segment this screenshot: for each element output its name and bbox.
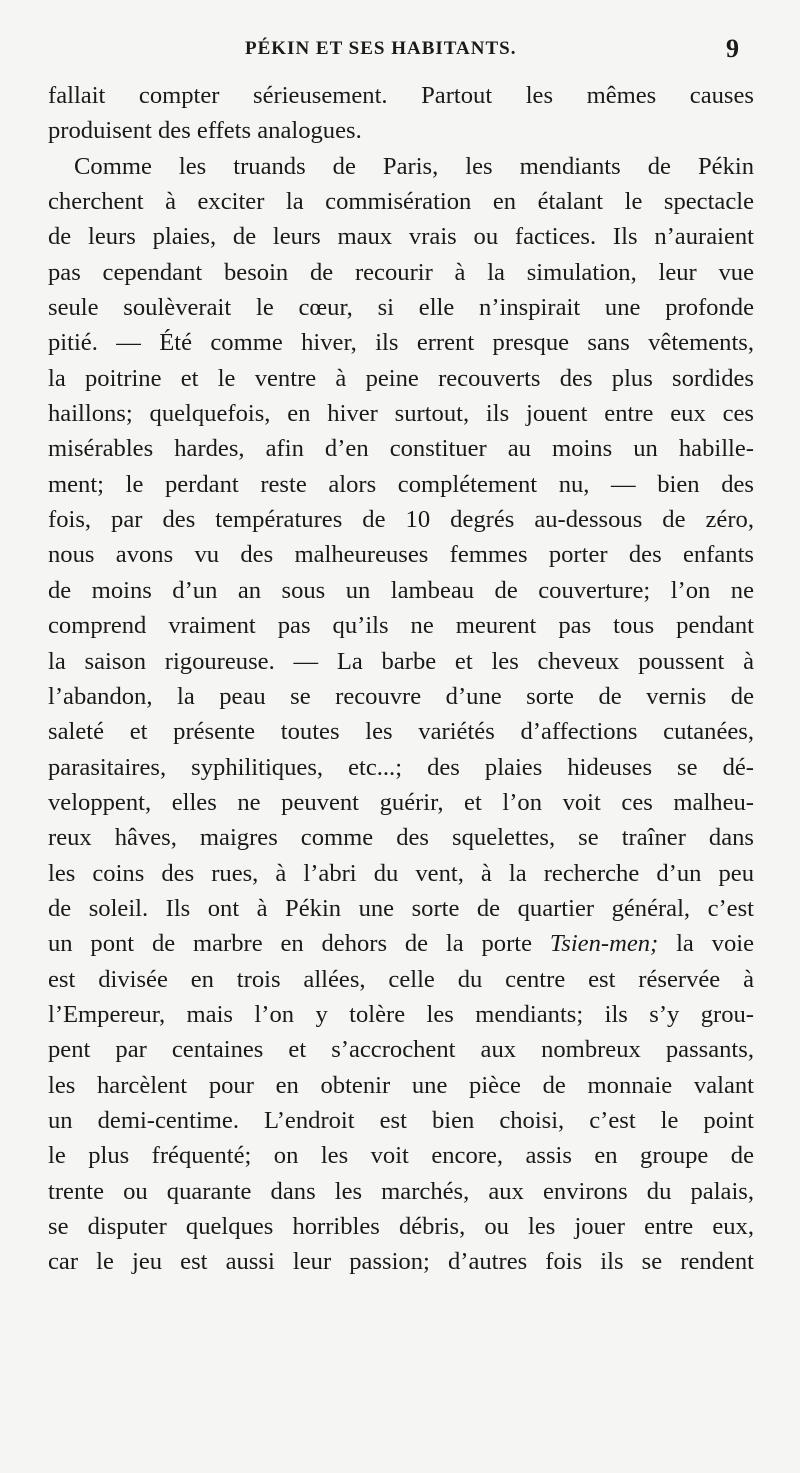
text-line: est divisée en trois allées, celle du centre est réservée à	[48, 965, 754, 993]
text-line	[48, 926, 754, 961]
text-line: nous avons vu des malheureuses femmes porter des enfants	[48, 541, 754, 569]
text-line: comprend vraiment pas qu’ils ne meurent pas tous pendant	[48, 612, 754, 640]
text-line: se disputer quelques horribles débris, ou les jouer entre eux,	[48, 1213, 754, 1240]
text-line: car le jeu est aussi leur passion; d’autres fois ils se rendent	[48, 1248, 754, 1276]
text-line: l’Empereur, mais l’on y tolère les mendiants; ils s’y grou-	[48, 1000, 754, 1028]
text-line: produisent des effets analogues.	[48, 117, 362, 145]
text-line: cherchent à exciter la commisération en étalant le spectacle	[48, 188, 754, 216]
text-line: haillons; quelquefois, en hiver surtout, ils jouent entre eux ces	[48, 400, 754, 428]
text-line: la saison rigoureuse. — La barbe et les cheveux poussent à	[48, 647, 754, 675]
italic-gate-name: Tsien-men;	[549, 930, 659, 958]
text-line: reux hâves, maigres comme des squelettes, se traîner dans	[48, 824, 754, 852]
text-segment: la voie	[676, 930, 754, 958]
body-text	[48, 78, 754, 1280]
text-line: saleté et présente toutes les variétés d’affections cutanées,	[48, 718, 754, 746]
text-line: l’abandon, la peau se recouvre d’une sorte de vernis de	[48, 682, 754, 710]
text-line: le plus fréquenté; on les voit encore, assis en groupe de	[48, 1142, 754, 1170]
text-line: les coins des rues, à l’abri du vent, à la recherche d’un peu	[48, 859, 754, 887]
text-line: les harcèlent pour en obtenir une pièce de monnaie valant	[48, 1071, 754, 1099]
text-line: ment; le perdant reste alors complétement nu, — bien des	[48, 470, 754, 498]
text-line: de leurs plaies, de leurs maux vrais ou factices. Ils n’auraient	[48, 223, 754, 251]
text-line: trente ou quarante dans les marchés, aux environs du palais,	[48, 1177, 754, 1205]
text-line: de soleil. Ils ont à Pékin une sorte de quartier général, c’est	[48, 894, 754, 922]
text-line: pas cependant besoin de recourir à la simulation, leur vue	[48, 258, 754, 286]
running-title: PÉKIN ET SES HABITANTS.	[245, 38, 517, 59]
text-line: pent par centaines et s’accrochent aux nombreux passants,	[48, 1036, 754, 1064]
text-line: seule soulèverait le cœur, si elle n’inspirait une profonde	[48, 294, 754, 322]
text-segment: un pont de marbre en dehors de la porte	[48, 930, 533, 958]
page-number: 9	[726, 34, 739, 63]
running-head	[0, 34, 800, 68]
text-line: de moins d’un an sous un lambeau de couverture; l’on ne	[48, 576, 754, 604]
text-line: pitié. — Été comme hiver, ils errent presque sans vêtements,	[48, 329, 754, 357]
text-line: fois, par des températures de 10 degrés au-dessous de zéro,	[48, 506, 754, 534]
text-line: parasitaires, syphilitiques, etc...; des plaies hideuses se dé-	[48, 753, 754, 781]
text-line: un demi-centime. L’endroit est bien choisi, c’est le point	[48, 1106, 754, 1134]
text-line: misérables hardes, afin d’en constituer au moins un habille-	[48, 435, 754, 463]
text-line: veloppent, elles ne peuvent guérir, et l’on voit ces malheu-	[48, 788, 754, 816]
text-line: Comme les truands de Paris, les mendiants de Pékin	[74, 152, 754, 180]
text-line: fallait compter sérieusement. Partout les mêmes causes	[48, 82, 754, 109]
text-line: la poitrine et le ventre à peine recouverts des plus sordides	[48, 364, 754, 392]
